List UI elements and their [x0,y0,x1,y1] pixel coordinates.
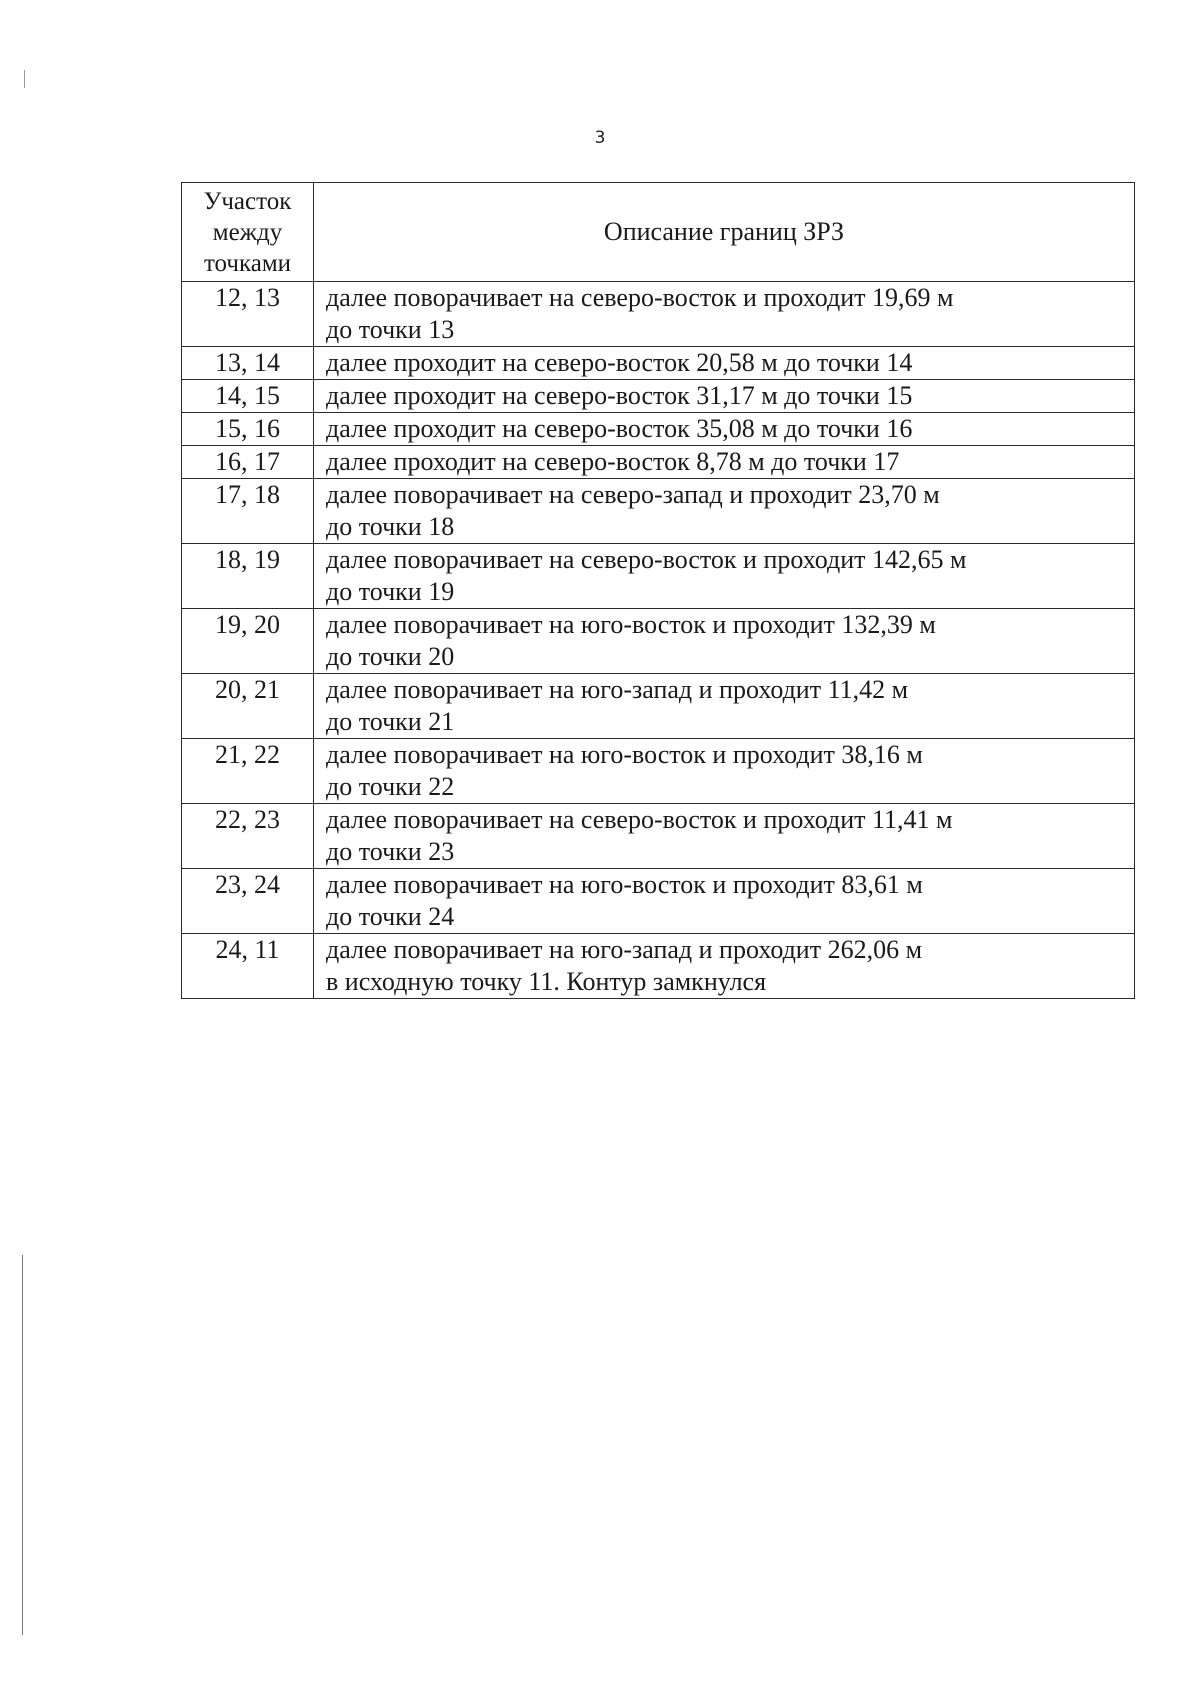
page-number: 3 [594,128,606,148]
table-body [182,282,1135,999]
table-row [182,282,1135,347]
description-line: далее проходит на северо-восток 20,58 м до точки 14 [326,348,913,377]
segment-cell: 23, 24 [182,869,314,934]
description-line: до точки 24 [326,902,455,931]
description-line: далее проходит на северо-восток 8,78 м до точки 17 [326,447,900,476]
description-line: до точки 23 [326,837,455,866]
segment-cell: 15, 16 [182,413,314,446]
segment-cell: 13, 14 [182,347,314,380]
description-line: до точки 13 [326,315,455,344]
description-cell [314,413,1135,446]
description-line: до точки 19 [326,577,455,606]
table-row [182,544,1135,609]
description-cell [314,804,1135,869]
description-cell [314,674,1135,739]
description-line: до точки 22 [326,772,455,801]
description-cell [314,479,1135,544]
description-line: далее поворачивает на юго-восток и проходит 132,39 м [326,610,936,639]
boundary-description-table [181,182,1135,999]
description-cell [314,544,1135,609]
table-row [182,609,1135,674]
description-line: до точки 18 [326,512,455,541]
segment-cell: 24, 11 [182,934,314,999]
segment-header-line: Участок [203,187,292,215]
description-cell [314,739,1135,804]
description-line: до точки 20 [326,642,455,671]
description-cell [314,934,1135,999]
description-line: далее поворачивает на северо-запад и проходит 23,70 м [326,480,940,509]
scan-margin-mark [24,70,25,88]
segment-cell: 12, 13 [182,282,314,347]
table-row [182,804,1135,869]
table-row [182,380,1135,413]
table-row [182,674,1135,739]
description-line: в исходную точку 11. Контур замкнулся [326,967,767,996]
description-cell [314,347,1135,380]
description-line: до точки 21 [326,707,455,736]
description-line: далее проходит на северо-восток 31,17 м до точки 15 [326,381,913,410]
segment-column-header [182,183,314,282]
segment-cell: 14, 15 [182,380,314,413]
description-cell [314,380,1135,413]
table-header-row [182,183,1135,282]
description-line: далее поворачивает на юго-восток и проходит 38,16 м [326,740,923,769]
table-row [182,479,1135,544]
description-cell [314,282,1135,347]
segment-header-line: точками [203,249,292,277]
description-line: далее поворачивает на юго-запад и проходит 262,06 м [326,935,923,964]
description-line: далее поворачивает на северо-восток и проходит 11,41 м [326,805,953,834]
description-cell [314,446,1135,479]
table-row [182,347,1135,380]
segment-cell: 20, 21 [182,674,314,739]
description-cell [314,869,1135,934]
segment-cell: 18, 19 [182,544,314,609]
description-line: далее проходит на северо-восток 35,08 м до точки 16 [326,414,913,443]
segment-cell: 16, 17 [182,446,314,479]
scan-margin-line [22,1255,23,1635]
segment-cell: 19, 20 [182,609,314,674]
segment-cell: 17, 18 [182,479,314,544]
segment-cell: 21, 22 [182,739,314,804]
table-row [182,446,1135,479]
description-line: далее поворачивает на юго-восток и проходит 83,61 м [326,870,923,899]
segment-cell: 22, 23 [182,804,314,869]
table-row [182,413,1135,446]
table-row [182,739,1135,804]
description-cell [314,609,1135,674]
segment-header-line: между [212,218,283,246]
table-row [182,934,1135,999]
description-line: далее поворачивает на северо-восток и проходит 142,65 м [326,545,967,574]
description-line: далее поворачивает на северо-восток и проходит 19,69 м [326,283,954,312]
description-column-header: Описание границ ЗРЗ [314,183,1135,282]
description-line: далее поворачивает на юго-запад и проходит 11,42 м [326,675,909,704]
table-row [182,869,1135,934]
